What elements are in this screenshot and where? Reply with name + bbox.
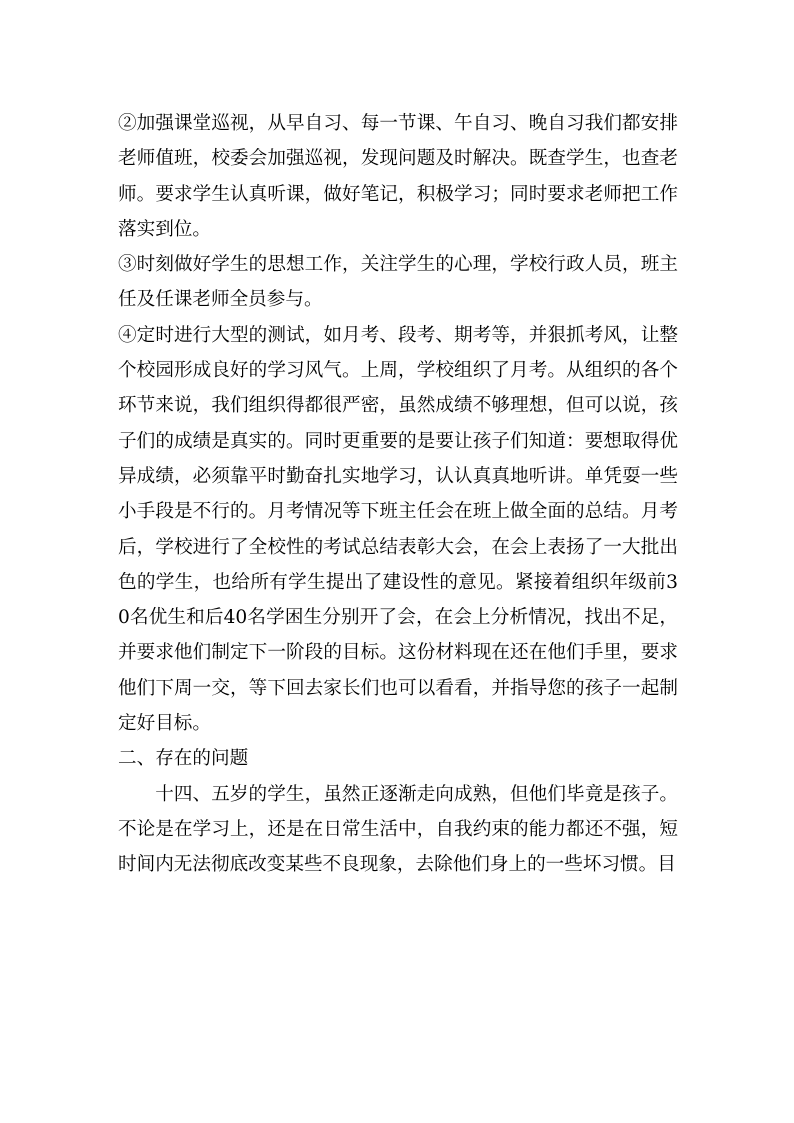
section-heading: 二、存在的问题: [118, 748, 249, 770]
paragraph-item-2: ②加强课堂巡视，从早自习、每一节课、午自习、晚自习我们都安排老师值班，校委会加强巡视，发现问题及时解决。既查学生，也查老师。要求学生认真听课，做好笔记，积极学习；同时要求老师把工作落实到位。: [118, 113, 678, 240]
paragraph-item-3: ③时刻做好学生的思想工作，关注学生的心理，学校行政人员，班主任及任课老师全员参与。: [118, 254, 678, 311]
paragraph-body-1: 十四、五岁的学生，虽然正逐渐走向成熟，但他们毕竟是孩子。不论是在学习上，还是在日常生活中，自我约束的能力都还不强，短时间内无法彻底改变某些不良现象，去除他们身上的一些坏习惯。目: [118, 783, 678, 876]
document-body: [118, 106, 678, 883]
paragraph-item-4: ④定时进行大型的测试，如月考、段考、期考等，并狠抓考风，让整个校园形成良好的学习风气。上周，学校组织了月考。从组织的各个环节来说，我们组织得都很严密，虽然成绩不够理想，但可以说，孩子们的成绩是真实的。同时更重要的是要让孩子们知道：要想取得优异成绩，必须靠平时勤奋扎实地学习，认认真真地听讲。单凭耍一些小手段是不行的。月考情况等下班主任会在班上做全面的总结。月考后，学校进行了全校性的考试总结表彰大会，在会上表扬了一大批出色的学生，也给所有学生提出了建设性的意见。紧接着组织年级前30名优生和后40名学困生分别开了会，在会上分析情况，找出不足，并要求他们制定下一阶段的目标。这份材料现在还在他们手里，要求他们下周一交，等下回去家长们也可以看看，并指导您的孩子一起制定好目标。: [118, 324, 678, 735]
